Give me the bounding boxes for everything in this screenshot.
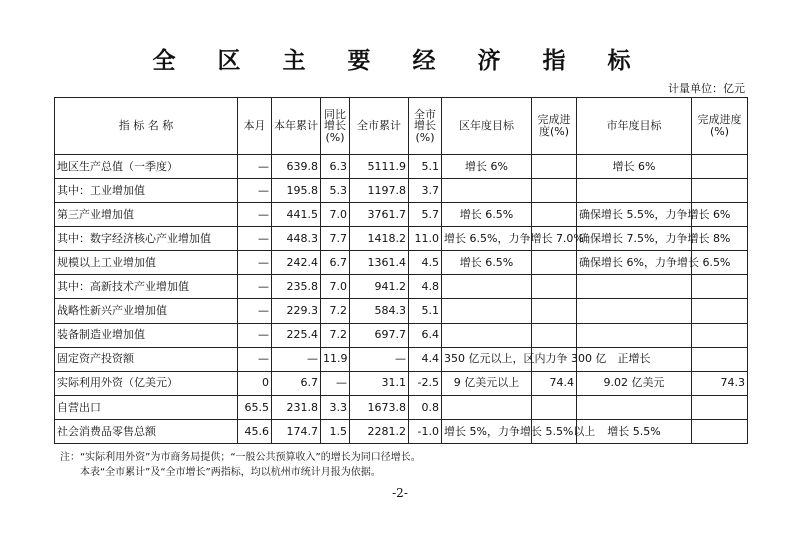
city-target bbox=[577, 179, 692, 203]
city-progress bbox=[692, 275, 748, 299]
district-target: 9 亿美元以上 bbox=[442, 371, 532, 395]
yoy-value: 7.2 bbox=[321, 299, 350, 323]
table-header-row bbox=[55, 98, 748, 155]
yoy-value: 6.3 bbox=[321, 155, 350, 179]
table-row bbox=[55, 299, 748, 323]
yoy-value: 7.2 bbox=[321, 323, 350, 347]
city-ytd-value: 1361.4 bbox=[350, 251, 409, 275]
ytd-value: 235.8 bbox=[272, 275, 321, 299]
indicator-name: 实际利用外资（亿美元） bbox=[55, 371, 238, 395]
yoy-value: 5.3 bbox=[321, 179, 350, 203]
indicator-name: 自营出口 bbox=[55, 395, 238, 419]
ytd-value: 195.8 bbox=[272, 179, 321, 203]
district-target: 增长 6.5% bbox=[442, 203, 532, 227]
ytd-value: 639.8 bbox=[272, 155, 321, 179]
city-progress bbox=[692, 323, 748, 347]
city-ytd-value: 584.3 bbox=[350, 299, 409, 323]
table-row bbox=[55, 155, 748, 179]
month-value: — bbox=[238, 227, 272, 251]
month-value: — bbox=[238, 251, 272, 275]
ytd-value: 174.7 bbox=[272, 419, 321, 443]
city-growth-value: 3.7 bbox=[409, 179, 442, 203]
city-target bbox=[577, 275, 692, 299]
district-target: 增长 5%，力争增长 5.5%以上 bbox=[442, 419, 532, 443]
district-target bbox=[442, 395, 532, 419]
city-target: 增长 5.5% bbox=[577, 419, 692, 443]
district-progress bbox=[532, 179, 577, 203]
city-growth-value: -2.5 bbox=[409, 371, 442, 395]
district-progress bbox=[532, 155, 577, 179]
footnote-2: 本表“全市累计”及“全市增长”两指标，均以杭州市统计月报为依据。 bbox=[80, 467, 381, 478]
city-target: 确保增长 6%，力争增长 6.5% bbox=[577, 251, 692, 275]
table-row bbox=[55, 371, 748, 395]
month-value: — bbox=[238, 299, 272, 323]
city-growth-value: 5.1 bbox=[409, 155, 442, 179]
city-growth-value: -1.0 bbox=[409, 419, 442, 443]
city-ytd-value: — bbox=[350, 347, 409, 371]
city-growth-value: 11.0 bbox=[409, 227, 442, 251]
header-cell: 市年度目标 bbox=[577, 98, 692, 155]
page-title: 全 区 主 要 经 济 指 标 bbox=[152, 47, 648, 74]
district-progress bbox=[532, 203, 577, 227]
city-ytd-value: 1197.8 bbox=[350, 179, 409, 203]
city-growth-value: 4.4 bbox=[409, 347, 442, 371]
month-value: — bbox=[238, 155, 272, 179]
city-ytd-value: 697.7 bbox=[350, 323, 409, 347]
indicator-name: 第三产业增加值 bbox=[55, 203, 238, 227]
table-row bbox=[55, 251, 748, 275]
ytd-value: 229.3 bbox=[272, 299, 321, 323]
district-progress bbox=[532, 299, 577, 323]
city-target bbox=[577, 323, 692, 347]
month-value: 0 bbox=[238, 371, 272, 395]
month-value: — bbox=[238, 275, 272, 299]
header-cell: 完成进度(%) bbox=[532, 98, 577, 155]
district-target: 350 亿元以上，区内力争 300 亿 bbox=[442, 347, 532, 371]
header-cell: 全市增长(%) bbox=[409, 98, 442, 155]
ytd-value: 242.4 bbox=[272, 251, 321, 275]
city-target: 9.02 亿美元 bbox=[577, 371, 692, 395]
district-target: 增长 6.5%，力争增长 7.0% bbox=[442, 227, 532, 251]
city-ytd-value: 1673.8 bbox=[350, 395, 409, 419]
yoy-value: 7.0 bbox=[321, 275, 350, 299]
month-value: — bbox=[238, 203, 272, 227]
city-progress bbox=[692, 395, 748, 419]
city-target bbox=[577, 299, 692, 323]
district-progress: 74.4 bbox=[532, 371, 577, 395]
indicator-name: 规模以上工业增加值 bbox=[55, 251, 238, 275]
header-cell: 完成进度(%) bbox=[692, 98, 748, 155]
indicator-name: 地区生产总值（一季度） bbox=[55, 155, 238, 179]
district-progress bbox=[532, 275, 577, 299]
indicator-name: 其中：工业增加值 bbox=[55, 179, 238, 203]
ytd-value: — bbox=[272, 347, 321, 371]
ytd-value: 6.7 bbox=[272, 371, 321, 395]
month-value: 45.6 bbox=[238, 419, 272, 443]
city-progress bbox=[692, 299, 748, 323]
city-target: 增长 6% bbox=[577, 155, 692, 179]
header-cell: 本年累计 bbox=[272, 98, 321, 155]
city-ytd-value: 2281.2 bbox=[350, 419, 409, 443]
city-growth-value: 5.7 bbox=[409, 203, 442, 227]
yoy-value: — bbox=[321, 371, 350, 395]
city-ytd-value: 3761.7 bbox=[350, 203, 409, 227]
header-cell: 全市累计 bbox=[350, 98, 409, 155]
city-progress: 74.3 bbox=[692, 371, 748, 395]
month-value: — bbox=[238, 179, 272, 203]
header-cell: 区年度目标 bbox=[442, 98, 532, 155]
district-progress bbox=[532, 251, 577, 275]
city-ytd-value: 941.2 bbox=[350, 275, 409, 299]
city-target: 确保增长 7.5%，力争增长 8% bbox=[577, 227, 692, 251]
district-progress bbox=[532, 323, 577, 347]
yoy-value: 3.3 bbox=[321, 395, 350, 419]
ytd-value: 441.5 bbox=[272, 203, 321, 227]
header-cell: 本月 bbox=[238, 98, 272, 155]
table-row bbox=[55, 179, 748, 203]
table-row bbox=[55, 203, 748, 227]
city-growth-value: 0.8 bbox=[409, 395, 442, 419]
indicator-table bbox=[54, 97, 748, 444]
table-row bbox=[55, 395, 748, 419]
indicator-name: 其中：高新技术产业增加值 bbox=[55, 275, 238, 299]
month-value: 65.5 bbox=[238, 395, 272, 419]
city-progress bbox=[692, 179, 748, 203]
city-ytd-value: 31.1 bbox=[350, 371, 409, 395]
district-target: 增长 6.5% bbox=[442, 251, 532, 275]
header-cell: 同比增长(%) bbox=[321, 98, 350, 155]
yoy-value: 6.7 bbox=[321, 251, 350, 275]
header-cell: 指 标 名 称 bbox=[55, 98, 238, 155]
district-target bbox=[442, 275, 532, 299]
table-row bbox=[55, 323, 748, 347]
ytd-value: 225.4 bbox=[272, 323, 321, 347]
footnote-1: 注：“实际利用外资”为市商务局提供；“一般公共预算收入”的增长为同口径增长。 bbox=[60, 452, 421, 463]
district-target: 增长 6% bbox=[442, 155, 532, 179]
indicator-name: 固定资产投资额 bbox=[55, 347, 238, 371]
city-growth-value: 4.8 bbox=[409, 275, 442, 299]
table-row bbox=[55, 347, 748, 371]
month-value: — bbox=[238, 323, 272, 347]
indicator-name: 战略性新兴产业增加值 bbox=[55, 299, 238, 323]
city-progress bbox=[692, 347, 748, 371]
city-target: 正增长 bbox=[577, 347, 692, 371]
district-target bbox=[442, 323, 532, 347]
city-ytd-value: 5111.9 bbox=[350, 155, 409, 179]
city-growth-value: 4.5 bbox=[409, 251, 442, 275]
month-value: — bbox=[238, 347, 272, 371]
table-row bbox=[55, 419, 748, 443]
table-row bbox=[55, 275, 748, 299]
district-target bbox=[442, 179, 532, 203]
city-progress bbox=[692, 155, 748, 179]
city-growth-value: 5.1 bbox=[409, 299, 442, 323]
indicator-name: 装备制造业增加值 bbox=[55, 323, 238, 347]
city-ytd-value: 1418.2 bbox=[350, 227, 409, 251]
district-target bbox=[442, 299, 532, 323]
yoy-value: 11.9 bbox=[321, 347, 350, 371]
yoy-value: 7.0 bbox=[321, 203, 350, 227]
ytd-value: 231.8 bbox=[272, 395, 321, 419]
unit-label: 计量单位：亿元 bbox=[668, 82, 745, 95]
indicator-name: 社会消费品零售总额 bbox=[55, 419, 238, 443]
table-row bbox=[55, 227, 748, 251]
district-progress bbox=[532, 395, 577, 419]
indicator-name: 其中：数字经济核心产业增加值 bbox=[55, 227, 238, 251]
city-target bbox=[577, 395, 692, 419]
page-number: -2- bbox=[392, 486, 408, 500]
city-target: 确保增长 5.5%，力争增长 6% bbox=[577, 203, 692, 227]
yoy-value: 1.5 bbox=[321, 419, 350, 443]
city-growth-value: 6.4 bbox=[409, 323, 442, 347]
yoy-value: 7.7 bbox=[321, 227, 350, 251]
city-progress bbox=[692, 419, 748, 443]
ytd-value: 448.3 bbox=[272, 227, 321, 251]
